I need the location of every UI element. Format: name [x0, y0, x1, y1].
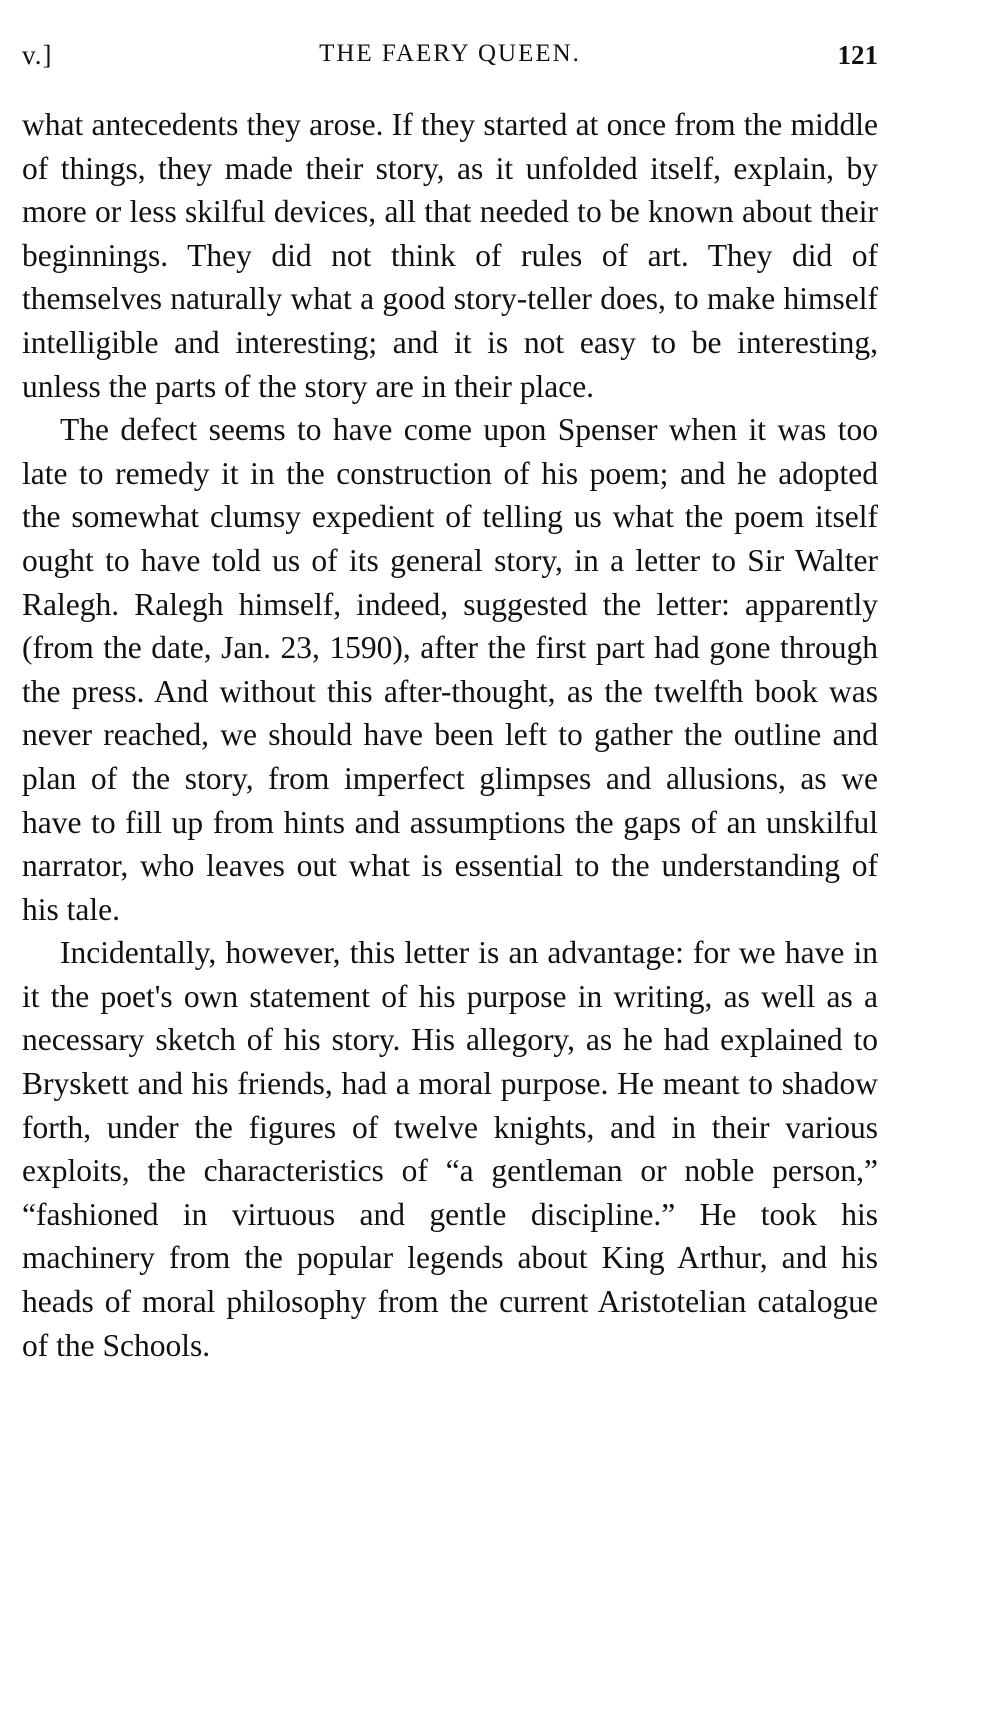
running-head: [22, 30, 878, 86]
book-page: [22, 30, 878, 1363]
body-text: [22, 103, 878, 1367]
chapter-marker: v.]: [22, 40, 53, 70]
paragraph-continued: what antecedents they arose. If they started at once from the middle of things, they made their story, as it unfolded itself, explain, by more or less skilful devices, all that needed to be known about their beginnings. They did not think of rules of art. They did of themselves naturally what a good story-teller does, to make himself intelligible and interesting; and it is not easy to be interesting, unless the parts of the story are in their place.: [22, 107, 878, 404]
paragraph: Incidentally, however, this letter is an advantage: for we have in it the poet's own statement of his purpose in writing, as well as a necessary sketch of his story. His allegory, as he had explained to Bryskett and his friends, had a moral purpose. He meant to shadow forth, under the figures of twelve knights, and in their various exploits, the characteristics of “a gentleman or noble person,” “fashioned in virtuous and gentle discipline.” He took his machinery from the popular legends about King Arthur, and his heads of moral philosophy from the current Aristotelian catalogue of the Schools.: [22, 935, 878, 1363]
page-number: 121: [837, 40, 878, 70]
running-title: THE FAERY QUEEN.: [319, 40, 581, 67]
paragraph: The defect seems to have come upon Spenser when it was too late to remedy it in the construction of his poem; and he adopted the somewhat clumsy expedient of telling us what the poem itself ought to have told us of its general story, in a letter to Sir Walter Ralegh. Ralegh himself, indeed, suggested the letter: apparently (from the date, Jan. 23, 1590), after the first part had gone through the press. And without this after-thought, as the twelfth book was never reached, we should have been left to gather the outline and plan of the story, from imperfect glimpses and allusions, as we have to fill up from hints and assumptions the gaps of an unskilful narrator, who leaves out what is essential to the understanding of his tale.: [22, 412, 878, 927]
